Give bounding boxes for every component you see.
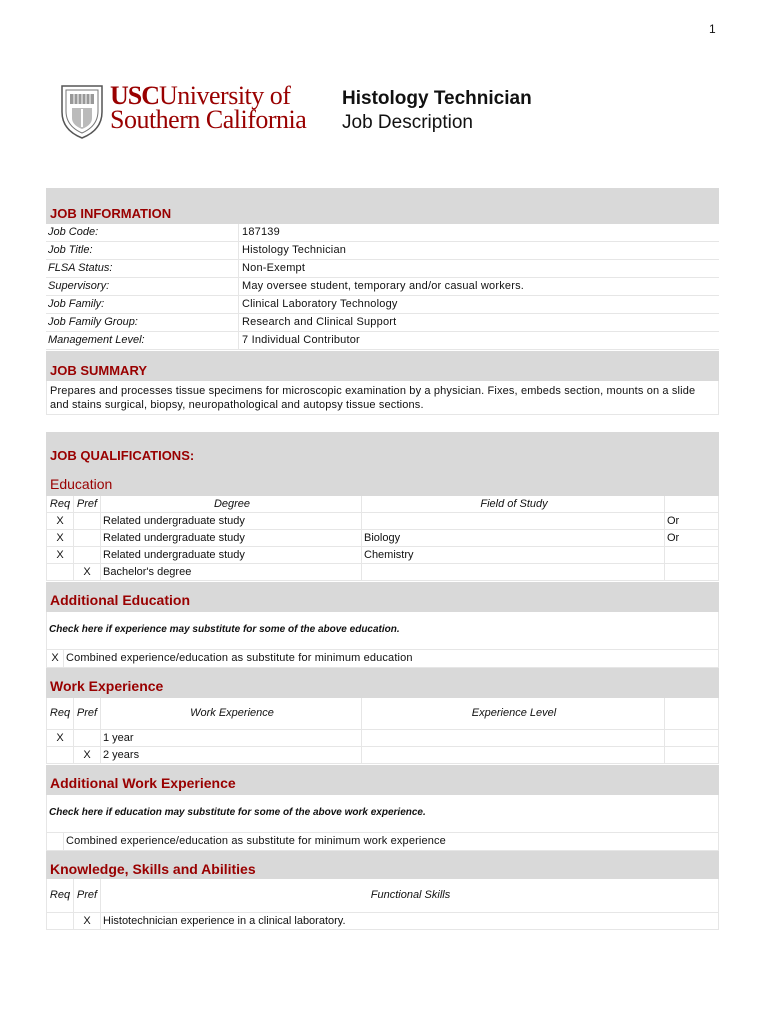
info-row-job-family: Job Family: Clinical Laboratory Technology bbox=[46, 296, 719, 314]
job-summary-text: Prepares and processes tissue specimens for microscopic examination by a physician. Fixes, embeds section, mounts on a slide and stains surgical, biopsy, neuropathological and autopsy tissue sections. bbox=[46, 381, 719, 415]
job-information-heading: JOB INFORMATION bbox=[46, 188, 719, 224]
education-substitute-row: X Combined experience/education as substitute for minimum education bbox=[46, 650, 719, 668]
work-substitute-checkbox bbox=[47, 833, 63, 850]
info-row-flsa-status: FLSA Status: Non-Exempt bbox=[46, 260, 719, 278]
table-row: X 2 years bbox=[46, 747, 719, 764]
job-summary-heading: JOB SUMMARY bbox=[46, 351, 719, 381]
job-qualifications-heading: JOB QUALIFICATIONS: bbox=[46, 432, 719, 466]
additional-education-heading: Additional Education bbox=[46, 582, 719, 612]
table-row: X 1 year bbox=[46, 730, 719, 747]
education-heading: Education bbox=[46, 466, 719, 496]
work-experience-heading: Work Experience bbox=[46, 668, 719, 698]
education-header-row: Req Pref Degree Field of Study bbox=[46, 496, 719, 513]
document-subtitle: Job Description bbox=[342, 112, 473, 133]
table-row: X Bachelor's degree bbox=[46, 564, 719, 581]
document-header bbox=[58, 82, 578, 142]
usc-seal-icon bbox=[58, 82, 106, 140]
education-substitute-check-text: Check here if experience may substitute for some of the above education. bbox=[46, 612, 719, 650]
additional-work-experience-heading: Additional Work Experience bbox=[46, 765, 719, 795]
page-number: 1 bbox=[709, 22, 716, 36]
education-substitute-checkbox: X bbox=[51, 652, 59, 664]
table-row: X Histotechnician experience in a clinical laboratory. bbox=[46, 913, 719, 930]
info-row-job-title: Job Title: Histology Technician bbox=[46, 242, 719, 260]
ksa-header-row: Req Pref Functional Skills bbox=[46, 879, 719, 913]
info-row-job-family-group: Job Family Group: Research and Clinical Support bbox=[46, 314, 719, 332]
job-description-body bbox=[46, 188, 719, 930]
table-row: X Related undergraduate study Chemistry bbox=[46, 547, 719, 564]
info-row-supervisory: Supervisory: May oversee student, temporary and/or casual workers. bbox=[46, 278, 719, 296]
usc-logo: USCUniversity of Southern California bbox=[110, 81, 307, 134]
info-row-job-code: Job Code: 187139 bbox=[46, 224, 719, 242]
work-experience-header-row: Req Pref Work Experience Experience Level bbox=[46, 698, 719, 730]
work-substitute-row: Combined experience/education as substitute for minimum work experience bbox=[46, 833, 719, 851]
job-information-table bbox=[46, 224, 719, 350]
info-row-management-level: Management Level: 7 Individual Contributor bbox=[46, 332, 719, 350]
ksa-heading: Knowledge, Skills and Abilities bbox=[46, 851, 719, 879]
table-row: X Related undergraduate study Or bbox=[46, 513, 719, 530]
work-substitute-check-text: Check here if education may substitute for some of the above work experience. bbox=[46, 795, 719, 833]
document-title: Histology Technician bbox=[342, 88, 532, 109]
table-row: X Related undergraduate study Biology Or bbox=[46, 530, 719, 547]
